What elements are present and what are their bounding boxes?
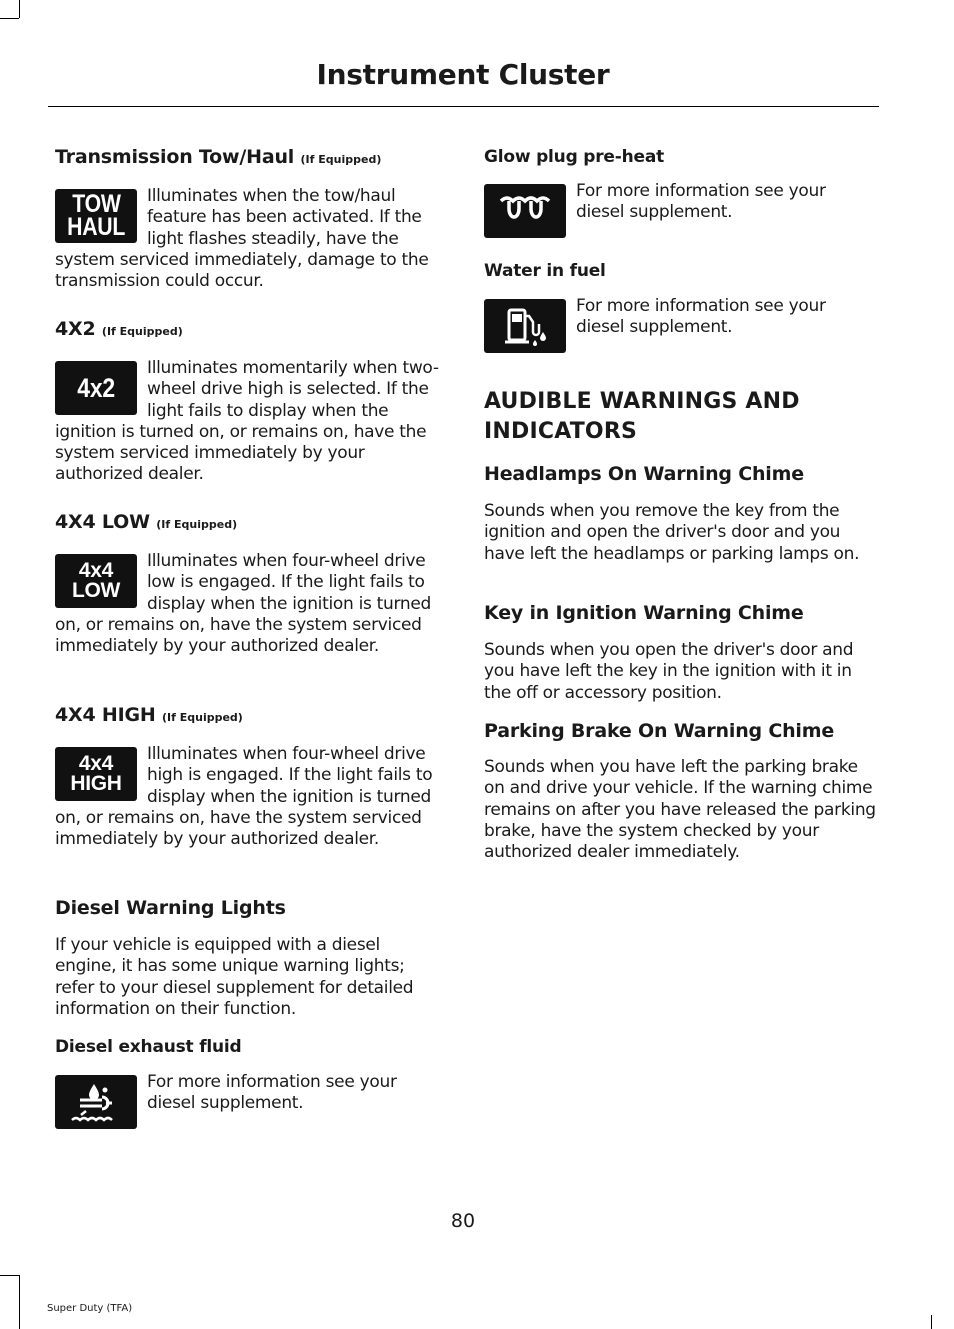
four-x-four-low-section (55, 551, 445, 657)
glow-plug-section (484, 181, 876, 244)
crop-mark (19, 1275, 20, 1329)
four-x-two-section (55, 358, 445, 486)
title-divider (48, 106, 879, 107)
diesel-exhaust-fluid-heading: Diesel exhaust fluid (55, 1037, 242, 1057)
four-x-four-high-heading: 4X4 HIGH (If Equipped) (55, 704, 243, 726)
four-x-four-low-text: Illuminates when four-wheel drive low is engaged. If the light fails to display when the ignition is turned on, or remains on, have the system serviced immediately by your authorized dealer. (55, 551, 432, 657)
four-x-four-high-section (55, 744, 445, 850)
water-in-fuel-heading: Water in fuel (484, 261, 606, 281)
crop-mark (0, 1275, 19, 1276)
diesel-exhaust-fluid-text: For more information see your diesel supplement. (147, 1072, 397, 1114)
crop-mark (0, 18, 19, 19)
diesel-warning-heading: Diesel Warning Lights (55, 897, 286, 919)
footer-text: Super Duty (TFA) (47, 1303, 133, 1314)
tow-haul-icon: TOW HAUL (55, 189, 137, 243)
four-x-four-high-icon: 4x4 HIGH (55, 747, 137, 801)
headlamps-chime-heading: Headlamps On Warning Chime (484, 463, 804, 485)
parking-brake-chime-heading: Parking Brake On Warning Chime (484, 720, 835, 742)
audible-warnings-heading: AUDIBLE WARNINGS AND INDICATORS (484, 389, 800, 444)
crop-mark (931, 1315, 932, 1329)
tow-haul-heading: Transmission Tow/Haul (If Equipped) (55, 146, 382, 168)
tow-haul-text: Illuminates when the tow/haul feature has been activated. If the light flashes steadily, have the system serviced immediately, damage to the transmission could occur. (55, 186, 429, 292)
four-x-two-icon: 4x2 (55, 361, 137, 415)
parking-brake-chime-text: Sounds when you have left the parking brake on and drive your vehicle. If the warning chime remains on after you have released the parking brake, have the system checked by your authorized dealer immediately. (484, 757, 876, 863)
water-in-fuel-section (484, 296, 876, 359)
four-x-four-low-heading: 4X4 LOW (If Equipped) (55, 511, 238, 533)
crop-mark (19, 0, 20, 18)
diesel-exhaust-fluid-section (55, 1072, 445, 1135)
page-number: 80 (450, 1210, 476, 1232)
glow-plug-text: For more information see your diesel supplement. (576, 181, 826, 223)
key-chime-text: Sounds when you open the driver's door and you have left the key in the ignition with it in the off or accessory position. (484, 640, 854, 703)
headlamps-chime-text: Sounds when you remove the key from the ignition and open the driver's door and you have left the headlamps or parking lamps on. (484, 501, 860, 564)
four-x-four-low-icon: 4x4 LOW (55, 554, 137, 608)
diesel-exhaust-fluid-icon (55, 1075, 137, 1129)
water-in-fuel-icon (484, 299, 566, 353)
page-title: Instrument Cluster (316, 58, 610, 91)
tow-haul-section (55, 186, 445, 292)
four-x-four-high-text: Illuminates when four-wheel drive high is engaged. If the light fails to display when the ignition is turned on, or remains on, have the system serviced immediately by your authorized dealer. (55, 744, 433, 850)
water-in-fuel-text: For more information see your diesel supplement. (576, 296, 826, 338)
key-chime-heading: Key in Ignition Warning Chime (484, 602, 804, 624)
four-x-two-text: Illuminates momentarily when two-wheel drive high is selected. If the light fails to display when the ignition is turned on, or remains on, have the system serviced immediately by your authorized dealer. (55, 358, 439, 485)
diesel-warning-text: If your vehicle is equipped with a diesel engine, it has some unique warning lights; refer to your diesel supplement for detailed information on their function. (55, 935, 414, 1019)
glow-plug-heading: Glow plug pre-heat (484, 147, 665, 167)
four-x-two-heading: 4X2 (If Equipped) (55, 318, 183, 340)
glow-plug-icon (484, 184, 566, 238)
